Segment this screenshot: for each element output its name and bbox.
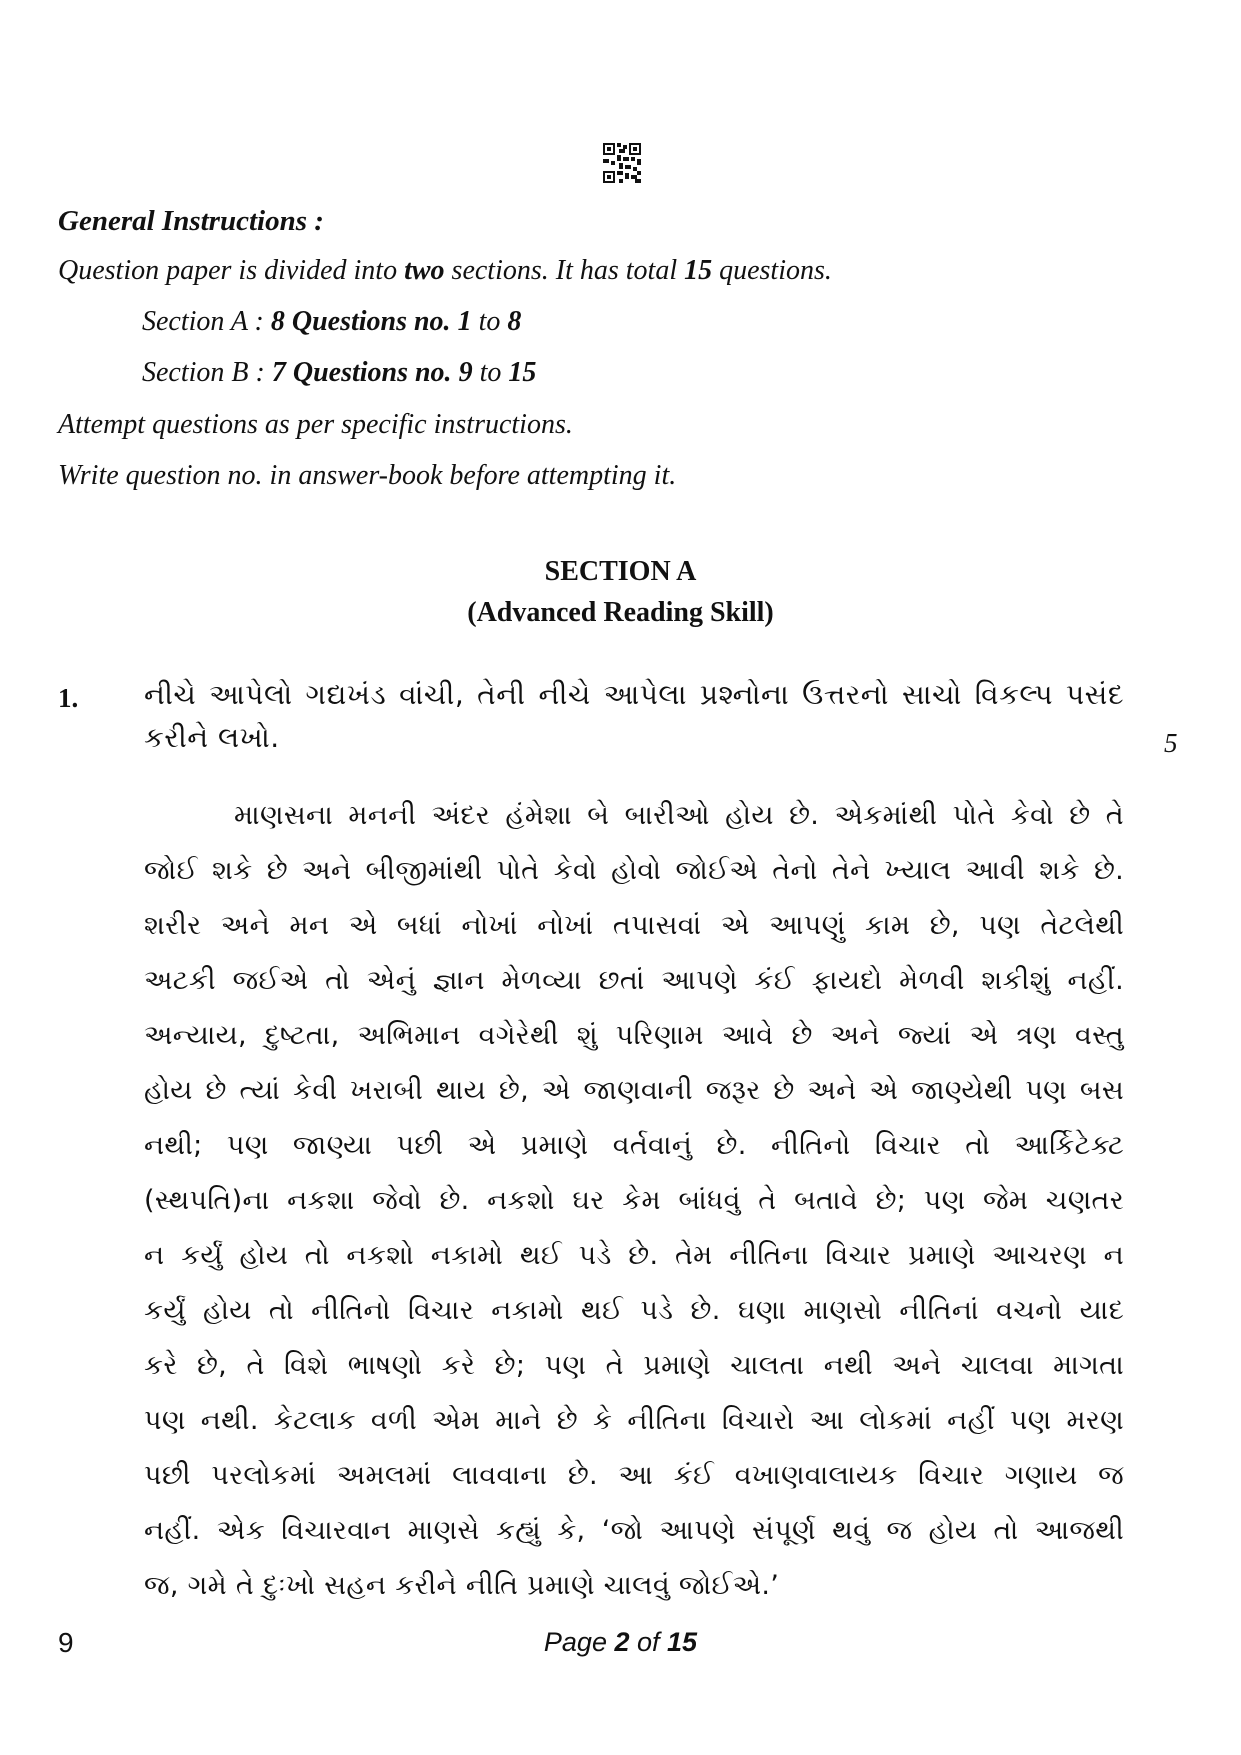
- instruction-text: Questions no.: [285, 357, 459, 388]
- page-indicator: [0, 1627, 1241, 1658]
- instruction-text: to: [471, 306, 508, 337]
- instruction-to: 15: [508, 357, 537, 388]
- passage-line: પછી પરલોકમાં અમલમાં લાવવાના છે. આ કંઈ વખાણવાલાયક વિચાર ગણાય જ: [144, 1460, 1124, 1491]
- page-word: Page: [543, 1627, 615, 1657]
- question-number: 1.: [58, 683, 79, 713]
- instruction-text: sections. It has total: [444, 255, 685, 286]
- instruction-line-sections: [58, 255, 832, 287]
- passage-line: અટકી જઈએ તો એનું જ્ઞાન મેળવ્યા છતાં આપણે કંઈ ફાયદો મેળવી શકીશું નહીં.: [144, 965, 1124, 996]
- passage-line: હોય છે ત્યાં કેવી ખરાબી થાય છે, એ જાણવાની જરૂર છે અને એ જાણ્યેથી પણ બસ: [144, 1075, 1124, 1106]
- instruction-bold-two: two: [404, 255, 445, 286]
- question-text-line2: કરીને લખો.: [144, 721, 280, 754]
- qr-code-icon: [603, 143, 641, 183]
- instruction-text: Questions no.: [284, 306, 458, 337]
- page-total: 15: [667, 1627, 698, 1657]
- section-subtitle: (Advanced Reading Skill): [467, 597, 774, 628]
- instruction-text: Section B :: [142, 357, 272, 388]
- passage-line: કરે છે, તે વિશે ભાષણો કરે છે; પણ તે પ્રમાણે ચાલતા નથી અને ચાલવા માગતા: [144, 1350, 1124, 1381]
- instruction-section-a: [142, 306, 521, 338]
- page-current: 2: [614, 1627, 630, 1657]
- instruction-text: to: [472, 357, 509, 388]
- passage-line: નહીં. એક વિચારવાન માણસે કહ્યું કે, ‘જો આપણે સંપૂર્ણ થવું જ હોય તો આજથી: [144, 1515, 1124, 1546]
- instruction-from: 1: [457, 306, 472, 337]
- instruction-from: 9: [458, 357, 473, 388]
- instruction-bold-total: 15: [684, 255, 713, 286]
- passage-line: જ, ગમે તે દુઃખો સહન કરીને નીતિ પ્રમાણે ચાલવું જોઈએ.’: [144, 1570, 780, 1601]
- passage-line: અન્યાય, દુષ્ટતા, અભિમાન વગેરેથી શું પરિણામ આવે છે અને જ્યાં એ ત્રણ વસ્તુ: [144, 1020, 1124, 1051]
- passage-line: શરીર અને મન એ બધાં નોખાં નોખાં તપાસવાં એ આપણું કામ છે, પણ તેટલેથી: [144, 910, 1124, 941]
- passage-line: ન કર્યું હોય તો નકશો નકામો થઈ પડે છે. તેમ નીતિના વિચાર પ્રમાણે આચરણ ન: [144, 1240, 1124, 1271]
- instruction-count: 8: [270, 306, 285, 337]
- instruction-write-number: Write question no. in answer-book before attempting it.: [58, 460, 677, 491]
- passage-line: માણસના મનની અંદર હંમેશા બે બારીઓ હોય છે. એકમાંથી પોતે કેવો છે તે: [234, 800, 1124, 831]
- instruction-to: 8: [507, 306, 522, 337]
- instruction-text: Section A :: [142, 306, 271, 337]
- passage: [144, 788, 1124, 1613]
- question-text-line1: નીચે આપેલો ગદ્યખંડ વાંચી, તેની નીચે આપેલા પ્રશ્નોના ઉત્તરનો સાચો વિકલ્પ પસંદ: [144, 678, 1124, 711]
- instruction-count: 7: [271, 357, 286, 388]
- general-instructions-title: General Instructions :: [58, 205, 324, 237]
- passage-line: કર્યું હોય તો નીતિનો વિચાર નકામો થઈ પડે છે. ઘણા માણસો નીતિનાં વચનો યાદ: [144, 1295, 1124, 1326]
- instruction-attempt: Attempt questions as per specific instructions.: [58, 409, 573, 440]
- passage-line: નથી; પણ જાણ્યા પછી એ પ્રમાણે વર્તવાનું છે. નીતિનો વિચાર તો આર્કિટેક્ટ: [144, 1130, 1124, 1161]
- passage-line: જોઈ શકે છે અને બીજીમાંથી પોતે કેવો હોવો જોઈએ તેનો તેને ખ્યાલ આવી શકે છે.: [144, 855, 1124, 886]
- section-title: SECTION A: [544, 556, 697, 587]
- instruction-text: questions.: [712, 255, 832, 286]
- paper-code: 9: [58, 1627, 74, 1658]
- passage-line: પણ નથી. કેટલાક વળી એમ માને છે કે નીતિના વિચારો આ લોકમાં નહીં પણ મરણ: [144, 1405, 1124, 1436]
- instruction-text: Question paper is divided into: [58, 255, 405, 286]
- question-marks: 5: [1164, 728, 1178, 758]
- page-of: of: [629, 1627, 668, 1657]
- instruction-section-b: [142, 357, 536, 389]
- passage-line: (સ્થપતિ)ના નકશા જેવો છે. નકશો ઘર કેમ બાંધવું તે બતાવે છે; પણ જેમ ચણતર: [144, 1185, 1124, 1216]
